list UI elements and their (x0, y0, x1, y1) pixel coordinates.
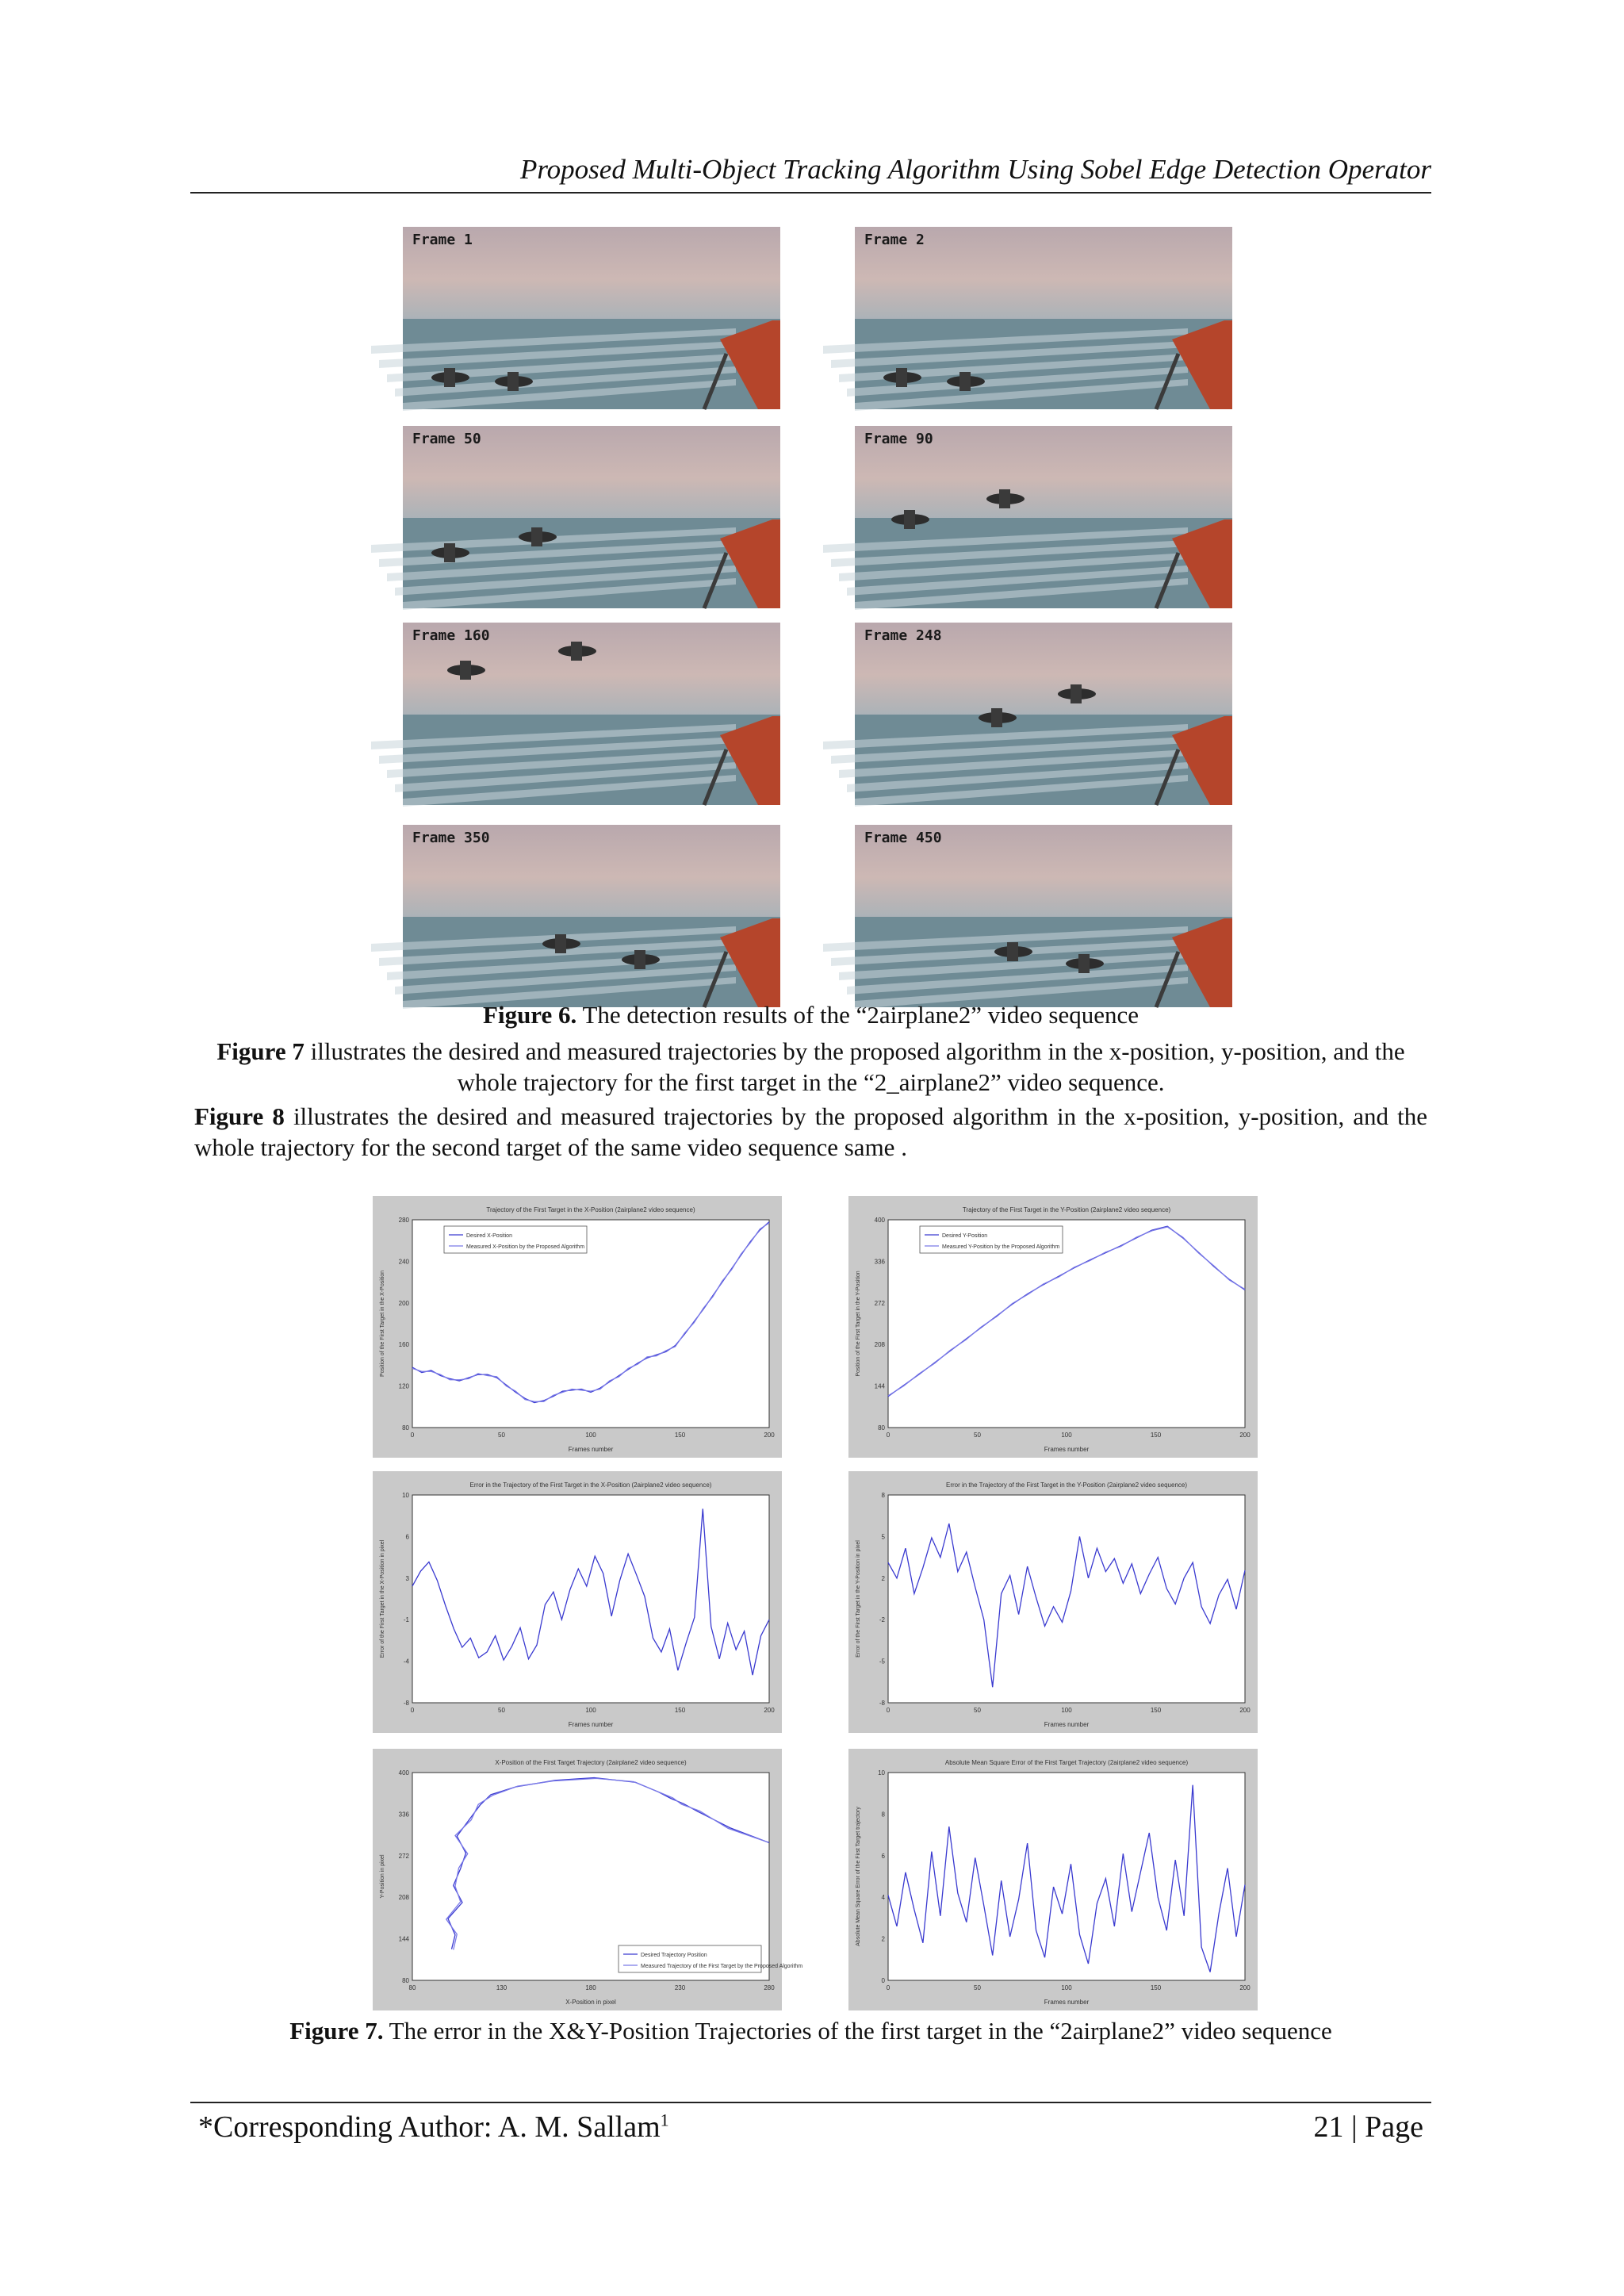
x-tick-label: 230 (674, 1984, 686, 1991)
frame-scene-image (855, 825, 1232, 1007)
x-tick-label: 50 (498, 1432, 505, 1439)
x-tick-label: 100 (1061, 1432, 1072, 1439)
plot-svg (373, 1196, 782, 1458)
x-tick-label: 50 (974, 1707, 981, 1714)
paragraph-figure8 (194, 1101, 1427, 1163)
figure6-frame (403, 426, 780, 608)
figure7-caption-label: Figure 7. (289, 2017, 384, 2045)
y-tick-label: -5 (879, 1658, 885, 1665)
x-tick-label: 280 (764, 1984, 775, 1991)
x-tick-label: 130 (496, 1984, 508, 1991)
frame-label: Frame 1 (412, 232, 473, 248)
y-tick-label: -1 (403, 1616, 409, 1624)
figure6-frame (855, 825, 1232, 1007)
x-tick-label: 200 (1239, 1707, 1251, 1714)
figure7-plot (848, 1749, 1258, 2010)
x-tick-label: 200 (1239, 1432, 1251, 1439)
y-tick-label: 3 (405, 1574, 409, 1582)
plot-ylabel: Error of the First Target in the X-Position in pixel (380, 1539, 385, 1658)
y-tick-label: 6 (881, 1852, 885, 1860)
plot-svg (848, 1749, 1258, 2010)
y-tick-label: 8 (881, 1492, 885, 1499)
y-tick-label: 144 (874, 1382, 885, 1390)
y-tick-label: 336 (398, 1811, 409, 1819)
y-tick-label: 5 (881, 1533, 885, 1541)
page-footer (190, 2102, 1431, 2159)
legend-entry: Desired Y-Position (942, 1233, 988, 1239)
x-tick-label: 150 (1150, 1707, 1162, 1714)
plot-area (412, 1495, 769, 1703)
frame-scene-image (855, 426, 1232, 608)
y-tick-label: 0 (881, 1977, 885, 1984)
x-tick-label: 50 (498, 1707, 505, 1714)
frame-scene-image (855, 227, 1232, 409)
plot-xlabel: Frames number (1044, 1446, 1090, 1453)
y-tick-label: -4 (403, 1658, 409, 1665)
paragraph-figure7-text: illustrates the desired and measured trajectories by the proposed algorithm in the x-position, y-position, and the whole trajectory for the first target in the “2_airplane2” video sequence. (310, 1037, 1405, 1096)
frame-label: Frame 248 (864, 627, 942, 644)
x-tick-label: 150 (1150, 1984, 1162, 1991)
running-header (190, 151, 1431, 194)
figure6-frame (855, 623, 1232, 805)
plot-ylabel: Y-Position in pixel (380, 1854, 385, 1899)
y-tick-label: 10 (402, 1492, 409, 1499)
frame-scene-image (855, 623, 1232, 805)
x-tick-label: 100 (585, 1707, 596, 1714)
x-tick-label: 100 (1061, 1707, 1072, 1714)
y-tick-label: 2 (881, 1574, 885, 1582)
plot-svg (848, 1471, 1258, 1733)
y-tick-label: -8 (879, 1700, 885, 1707)
y-tick-label: 6 (405, 1533, 409, 1541)
y-tick-label: -2 (879, 1616, 885, 1624)
x-tick-label: 100 (1061, 1984, 1072, 1991)
legend-entry: Measured Trajectory of the First Target by the Proposed Algorithm (641, 1964, 803, 1969)
x-tick-label: 0 (886, 1432, 891, 1439)
y-tick-label: 272 (398, 1852, 409, 1860)
plot-xlabel: Frames number (1044, 1721, 1090, 1728)
figure6-frame (403, 623, 780, 805)
y-tick-label: 80 (402, 1977, 409, 1984)
x-tick-label: 50 (974, 1984, 981, 1991)
figure7-caption (190, 2017, 1431, 2045)
y-tick-label: 8 (881, 1811, 885, 1819)
frame-label: Frame 90 (864, 431, 933, 447)
x-tick-label: 0 (886, 1984, 891, 1991)
plot-ylabel: Error of the First Target in the Y-Position in pixel (856, 1540, 861, 1658)
plot-ylabel: Position of the First Target in the X-Position (380, 1270, 385, 1378)
y-tick-label: 4 (881, 1894, 885, 1902)
plot-title: X-Position of the First Target Trajectory (2airplane2 video sequence) (495, 1759, 687, 1766)
x-tick-label: 0 (886, 1707, 891, 1714)
x-tick-label: 0 (410, 1432, 415, 1439)
y-tick-label: 208 (398, 1894, 409, 1902)
figure6-frame (855, 426, 1232, 608)
plot-xlabel: Frames number (568, 1721, 614, 1728)
frame-label: Frame 160 (412, 627, 490, 644)
x-tick-label: 200 (764, 1707, 775, 1714)
figure7-caption-text: The error in the X&Y-Position Trajectories of the first target in the “2airplane2” video sequence (389, 2017, 1332, 2045)
paragraph-figure8-ref: Figure 8 (194, 1102, 285, 1130)
figure7-plot (373, 1471, 782, 1733)
figure7-plot (373, 1749, 803, 2010)
paragraph-figure8-text: illustrates the desired and measured trajectories by the proposed algorithm in the x-position, y-position, and the whole trajectory for the second target of the same video sequence same . (194, 1102, 1428, 1161)
y-tick-label: 280 (398, 1217, 409, 1224)
plot-title: Error in the Trajectory of the First Target in the Y-Position (2airplane2 video sequence) (945, 1481, 1188, 1489)
legend-entry: Desired X-Position (466, 1233, 512, 1239)
y-tick-label: 144 (398, 1935, 409, 1943)
corresponding-author (198, 2110, 669, 2145)
x-tick-label: 200 (764, 1432, 775, 1439)
y-tick-label: 272 (874, 1299, 885, 1307)
frame-label: Frame 2 (864, 232, 925, 248)
paragraph-figure7-ref: Figure 7 (216, 1037, 304, 1065)
figure7-plot (848, 1471, 1258, 1733)
y-tick-label: 240 (398, 1258, 409, 1266)
plot-xlabel: X-Position in pixel (565, 1999, 616, 2006)
plot-svg (373, 1471, 782, 1733)
y-tick-label: -8 (403, 1700, 409, 1707)
frame-scene-image (403, 825, 780, 1007)
x-tick-label: 50 (974, 1432, 981, 1439)
y-tick-label: 336 (874, 1258, 885, 1266)
y-tick-label: 160 (398, 1341, 409, 1349)
plot-ylabel: Position of the First Target in the Y-Position (856, 1271, 861, 1377)
figure6-caption-text: The detection results of the “2airplane2” video sequence (582, 1001, 1139, 1029)
author-superscript: 1 (660, 2110, 669, 2130)
plot-svg (848, 1196, 1258, 1458)
plot-title: Trajectory of the First Target in the Y-Position (2airplane2 video sequence) (962, 1206, 1171, 1213)
x-tick-label: 150 (674, 1432, 686, 1439)
figure7-plot (848, 1196, 1258, 1458)
figure6-frame (403, 825, 780, 1007)
figure6-frame (855, 227, 1232, 409)
frame-scene-image (403, 623, 780, 805)
y-tick-label: 2 (881, 1935, 885, 1943)
plot-title: Absolute Mean Square Error of the First Target Trajectory (2airplane2 video sequence) (944, 1759, 1189, 1766)
frame-scene-image (403, 227, 780, 409)
plot-title: Trajectory of the First Target in the X-Position (2airplane2 video sequence) (486, 1206, 695, 1213)
frame-label: Frame 50 (412, 431, 481, 447)
y-tick-label: 80 (878, 1424, 885, 1432)
plot-ylabel: Absolute Mean Square Error of the First Target trajectory (856, 1807, 861, 1946)
running-title: Proposed Multi-Object Tracking Algorithm Using Sobel Edge Detection Operator (519, 154, 1431, 185)
x-tick-label: 150 (1150, 1432, 1162, 1439)
figure6-caption-label: Figure 6. (483, 1001, 577, 1029)
figure6-caption (190, 1001, 1431, 1029)
frame-label: Frame 350 (412, 830, 490, 846)
x-tick-label: 100 (585, 1432, 596, 1439)
plot-xlabel: Frames number (568, 1446, 614, 1453)
legend-entry: Measured Y-Position by the Proposed Algorithm (942, 1244, 1060, 1250)
x-tick-label: 150 (674, 1707, 686, 1714)
plot-title: Error in the Trajectory of the First Target in the X-Position (2airplane2 video sequence) (469, 1481, 712, 1489)
figure6-frame (403, 227, 780, 409)
x-tick-label: 80 (408, 1984, 416, 1991)
y-tick-label: 120 (398, 1382, 409, 1390)
author-text: *Corresponding Author: A. M. Sallam (198, 2110, 661, 2144)
frame-label: Frame 450 (864, 830, 942, 846)
plot-area (888, 1495, 1245, 1703)
frame-scene-image (403, 426, 780, 608)
y-tick-label: 80 (402, 1424, 409, 1432)
x-tick-label: 200 (1239, 1984, 1251, 1991)
y-tick-label: 400 (398, 1769, 409, 1777)
legend-entry: Desired Trajectory Position (641, 1953, 707, 1958)
paragraph-figure7 (194, 1036, 1427, 1098)
page-number: 21 | Page (1313, 2110, 1423, 2144)
figure7-plot (373, 1196, 782, 1458)
x-tick-label: 180 (585, 1984, 596, 1991)
y-tick-label: 200 (398, 1299, 409, 1307)
y-tick-label: 208 (874, 1341, 885, 1349)
y-tick-label: 10 (878, 1769, 885, 1777)
plot-svg (373, 1749, 803, 2010)
legend-entry: Measured X-Position by the Proposed Algorithm (466, 1244, 585, 1250)
x-tick-label: 0 (410, 1707, 415, 1714)
y-tick-label: 400 (874, 1217, 885, 1224)
plot-xlabel: Frames number (1044, 1999, 1090, 2006)
